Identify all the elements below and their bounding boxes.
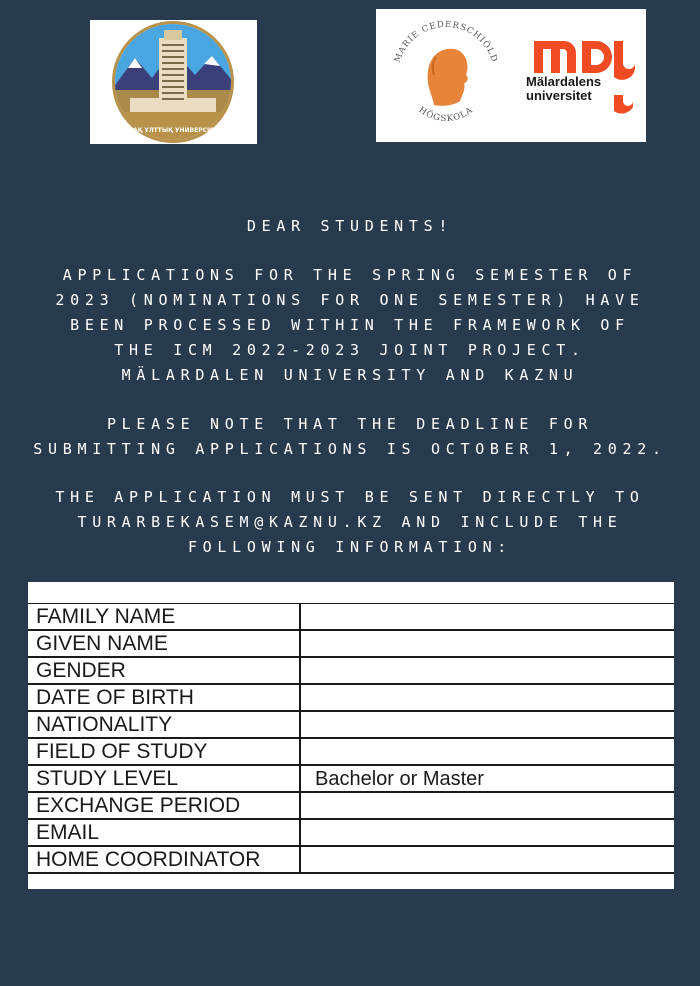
announcement-line: APPLICATIONS FOR THE SPRING SEMESTER OF [62,266,638,284]
table-row [28,738,674,765]
kaznu-caption: ҚАЗАҚ ҰЛТТЫҚ УНИВЕРСИТЕТІ [119,127,227,134]
row-value [300,630,674,657]
table-row [28,604,674,631]
deadline-line: SUBMITTING APPLICATIONS IS OCTOBER 1, 2022. [33,440,667,458]
row-value [300,657,674,684]
kaznu-emblem-icon [90,20,257,144]
row-label: GENDER [28,657,300,684]
row-label: GIVEN NAME [28,630,300,657]
row-label: FAMILY NAME [28,604,300,631]
table-row [28,657,674,684]
row-label: NATIONALITY [28,711,300,738]
row-label: STUDY LEVEL [28,765,300,792]
table-row [28,630,674,657]
instructions-line: FOLLOWING INFORMATION: [187,538,513,556]
instructions-line: THE APPLICATION MUST BE SENT DIRECTLY TO [55,488,645,506]
mdu-line2: universitet [526,88,592,103]
deadline-line: PLEASE NOTE THAT THE DEADLINE FOR [106,415,594,433]
table-row [28,819,674,846]
row-label: EXCHANGE PERIOD [28,792,300,819]
announcement-line: MÄLARDALEN UNIVERSITY AND KAZNU [121,366,579,384]
greeting-text: DEAR STUDENTS! [246,217,454,235]
greeting [0,214,700,239]
table-row [28,711,674,738]
mdu-line1: Mälardalens [526,74,602,89]
table-row [28,684,674,711]
table-row [28,792,674,819]
deadline-notice [0,412,700,462]
kaznu-logo [90,20,257,144]
mch-arc-top: MARIE CEDERSCHIÖLD [392,19,500,64]
row-value [300,711,674,738]
row-value [300,604,674,631]
announcement-line: BEEN PROCESSED WITHIN THE FRAMEWORK OF [70,316,630,334]
mch-arc-bottom: HÖGSKOLA [416,105,476,125]
row-value [300,819,674,846]
table-row [28,846,674,873]
row-label: HOME COORDINATOR [28,846,300,873]
row-label: EMAIL [28,819,300,846]
application-form [28,582,674,889]
announcement-line: THE ICM 2022-2023 JOINT PROJECT. [114,341,586,359]
mdu-logo [526,31,638,123]
announcement-line: 2023 (NOMINATIONS FOR ONE SEMESTER) HAVE [55,291,645,309]
instructions-line: TURARBEKASEM@KAZNU.KZ AND INCLUDE THE [77,513,623,531]
svg-text:HÖGSKOLA [417,105,476,124]
row-value [300,684,674,711]
row-value: Bachelor or Master [300,765,674,792]
table-row [28,765,674,792]
application-form-table [28,603,674,874]
mdu-mark-icon [526,31,638,123]
partner-logos [376,9,646,142]
row-value [300,846,674,873]
instructions [0,485,700,560]
announcement [0,263,700,388]
mch-portrait-icon [428,49,468,106]
row-label: FIELD OF STUDY [28,738,300,765]
row-value [300,738,674,765]
row-value [300,792,674,819]
row-label: DATE OF BIRTH [28,684,300,711]
